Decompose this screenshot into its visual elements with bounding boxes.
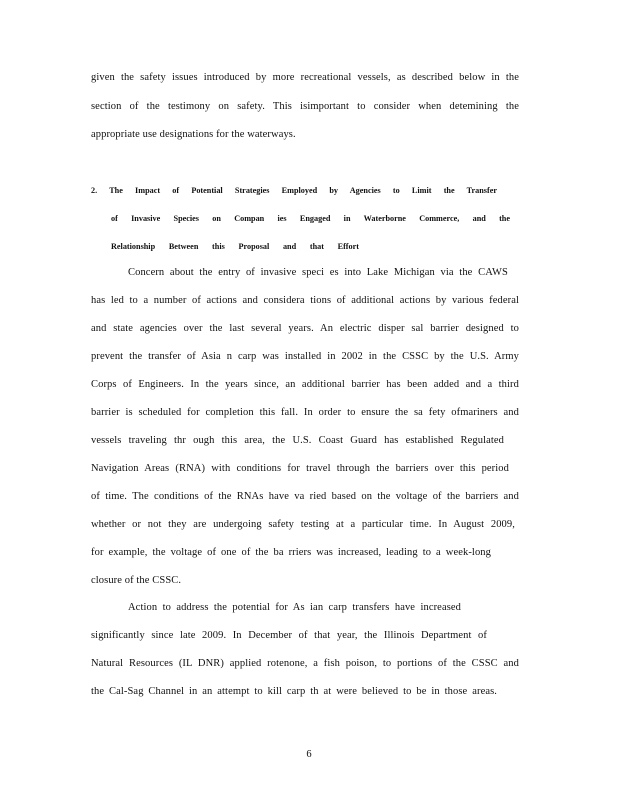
- section-heading-line: Relationship Between this Proposal and that Effort: [111, 242, 359, 251]
- text-line: barrier is scheduled for completion this fall. In order to ensure the sa fety ofmariners and: [91, 407, 519, 418]
- text-line: and state agencies over the last several years. An electric disper sal barrier designed to: [91, 323, 519, 334]
- text-line: has led to a number of actions and considera tions of additional actions by various federal: [91, 295, 519, 306]
- text-line: whether or not they are undergoing safety testing at a particular time. In August 2009,: [91, 519, 515, 530]
- text-line: vessels traveling thr ough this area, the U.S. Coast Guard has established Regulated: [91, 435, 504, 446]
- text-line: the Cal-Sag Channel in an attempt to kill carp th at were believed to be in those areas.: [91, 686, 497, 697]
- text-line: closure of the CSSC.: [91, 575, 182, 586]
- text-line: significantly since late 2009. In December of that year, the Illinois Department of: [91, 630, 487, 641]
- page-number: 6: [306, 749, 312, 760]
- text-line: given the safety issues introduced by more recreational vessels, as described below in the: [91, 72, 519, 83]
- text-line: Natural Resources (IL DNR) applied rotenone, a fish poison, to portions of the CSSC and: [91, 658, 519, 669]
- text-line: Navigation Areas (RNA) with conditions for travel through the barriers over this period: [91, 463, 509, 474]
- text-line: Corps of Engineers. In the years since, an additional barrier has been added and a third: [91, 379, 519, 390]
- paragraph-first-line: Action to address the potential for As ian carp transfers have increased: [128, 602, 461, 613]
- text-line: prevent the transfer of Asia n carp was installed in 2002 in the CSSC by the U.S. Army: [91, 351, 519, 362]
- text-line: for example, the voltage of one of the ba rriers was increased, leading to a week-long: [91, 547, 491, 558]
- section-heading-line: 2. The Impact of Potential Strategies Employed by Agencies to Limit the Transfer: [91, 186, 497, 195]
- text-line: section of the testimony on safety. This isimportant to consider when detemining the: [91, 101, 519, 112]
- paragraph-first-line: Concern about the entry of invasive speci es into Lake Michigan via the CAWS: [128, 267, 508, 278]
- section-heading-line: of Invasive Species on Compan ies Engaged in Waterborne Commerce, and the: [111, 214, 510, 223]
- text-line: of time. The conditions of the RNAs have va ried based on the voltage of the barriers and: [91, 491, 519, 502]
- text-line: appropriate use designations for the waterways.: [91, 129, 296, 140]
